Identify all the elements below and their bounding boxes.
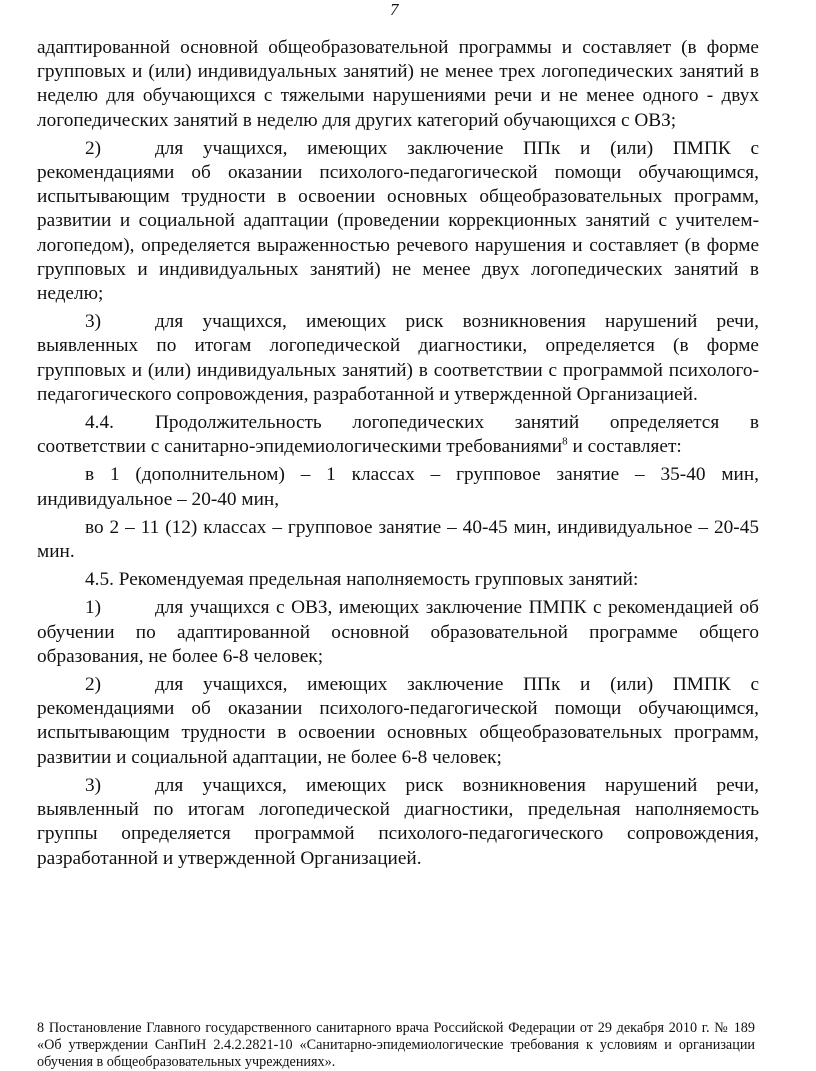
item-text: для учащихся, имеющих риск возникновения нарушений речи, выявленный по итогам логопедической диагностики, предельная наполняемость группы определяется программой психолого-педагогического сопровождения, разработанной и утвержденной Организацией. xyxy=(37,774,759,869)
list-item-1 xyxy=(37,596,759,669)
list-item-2b xyxy=(37,673,759,770)
section-text-end: и составляет: xyxy=(567,436,682,458)
item-number: 3) xyxy=(85,311,102,333)
item-number: 2) xyxy=(85,137,102,159)
list-item-3b xyxy=(37,774,759,871)
paragraph-continuation: адаптированной основной общеобразовательной программы и составляет (в форме групповых и (или) индивидуальных занятий) не менее трех логопедических занятий в неделю для обучающихся с тяжелыми нарушениями речи и не менее одного - двух логопедических занятий в неделю для других категорий обучающихся с ОВЗ; xyxy=(37,37,759,131)
section-text: Продолжительность логопедических занятий определяется в соответствии с санитарно-эпидемиологическими требованиями xyxy=(37,412,759,458)
item-text: для учащихся, имеющих заключение ППк и (или) ПМПК с рекомендациями об оказании психолого-педагогической помощи обучающимся, испытывающим трудности в освоении основных общеобразовательных программ, развитии и социальной адаптации, не более 6-8 человек; xyxy=(37,674,759,768)
item-number: 1) xyxy=(85,597,102,619)
item-number: 2) xyxy=(85,674,102,696)
document-body xyxy=(37,36,759,875)
page-number: 7 xyxy=(390,0,399,19)
item-number: 3) xyxy=(85,774,102,796)
item-text: для учащихся с ОВЗ, имеющих заключение ПМПК с рекомендацией об обучении по адаптированной основной образовательной программе общего образования, не более 6-8 человек; xyxy=(37,597,759,667)
section-number: 4.4. xyxy=(85,412,114,434)
section-4-5: 4.5. Рекомендуемая предельная наполняемость групповых занятий: xyxy=(85,569,639,591)
section-4-4 xyxy=(37,411,759,459)
list-item-2 xyxy=(37,137,759,306)
duration-grade-1: в 1 (дополнительном) – 1 классах – групповое занятие – 35-40 мин, индивидуальное – 20-40 мин, xyxy=(37,464,759,510)
footnote: 8 Постановление Главного государственного санитарного врача Российской Федерации от 29 декабря 2010 г. № 189 «Об утверждении СанПиН 2.4.2.2821-10 «Санитарно-эпидемиологические требования к условиям и организации обучения в общеобразовательных учреждениях». xyxy=(37,1020,755,1070)
footnote-ref: 8 xyxy=(562,435,568,448)
duration-grade-2-11: во 2 – 11 (12) классах – групповое занятие – 40-45 мин, индивидуальное – 20-45 мин. xyxy=(37,516,759,563)
item-text: для учащихся, имеющих заключение ППк и (или) ПМПК с рекомендациями об оказании психолого-педагогической помощи обучающимся, испытывающим трудности в освоении основных общеобразовательных программ, развитии и социальной адаптации (проведении коррекционных занятий с учителем-логопедом), определяется выраженностью речевого нарушения и составляет (в форме групповых и индивидуальных занятий) не менее двух логопедических занятий в неделю; xyxy=(37,137,759,305)
list-item-3 xyxy=(37,310,759,407)
item-text: для учащихся, имеющих риск возникновения нарушений речи, выявленных по итогам логопедической диагностики, определяется (в форме групповых и (или) индивидуальных занятий) в соответствии с программой психолого-педагогического сопровождения, разработанной и утвержденной Организацией. xyxy=(37,311,759,405)
